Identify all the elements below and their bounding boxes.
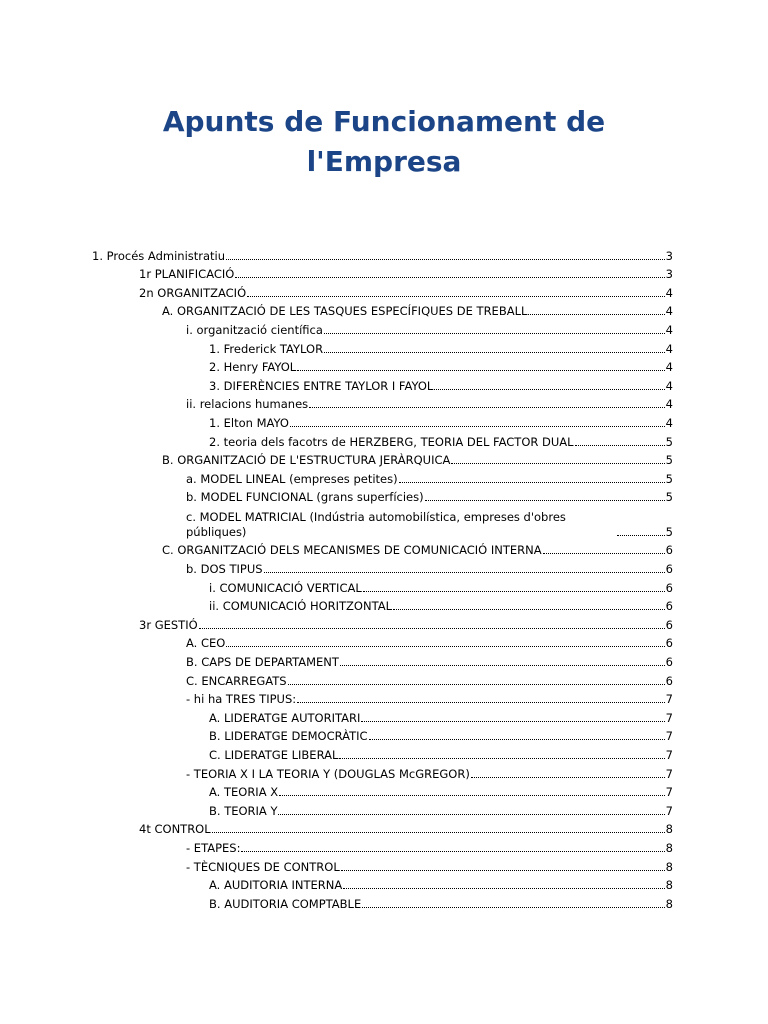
toc-entry-text[interactable]: b. MODEL FUNCIONAL (grans superfícies) bbox=[186, 490, 424, 505]
toc-entry[interactable] bbox=[162, 450, 673, 469]
toc-dot-leader bbox=[297, 370, 664, 371]
toc-entry[interactable] bbox=[209, 782, 673, 801]
toc-page-number[interactable]: 6 bbox=[665, 543, 673, 558]
toc-dot-leader bbox=[343, 888, 664, 889]
toc-page-number[interactable]: 4 bbox=[665, 322, 673, 337]
toc-entry-text[interactable]: - hi ha TRES TIPUS: bbox=[186, 692, 297, 707]
toc-entry[interactable] bbox=[186, 856, 673, 875]
toc-dot-leader bbox=[226, 646, 664, 647]
toc-dot-leader bbox=[288, 684, 665, 685]
toc-page-number[interactable]: 4 bbox=[665, 304, 673, 319]
toc-entry-text[interactable]: A. ORGANITZACIÓ DE LES TASQUES ESPECÍFIQUES DE TREBALL bbox=[162, 304, 528, 319]
toc-entry-text[interactable]: B. CAPS DE DEPARTAMENT bbox=[186, 654, 339, 669]
toc-dot-leader bbox=[363, 591, 665, 592]
toc-entry-text[interactable]: b. DOS TIPUS bbox=[186, 562, 263, 576]
toc-entry[interactable] bbox=[186, 837, 673, 856]
toc-dot-leader bbox=[309, 407, 665, 408]
toc-entry-text[interactable]: 1. Frederick TAYLOR bbox=[209, 341, 324, 356]
toc-dot-leader bbox=[543, 553, 665, 554]
toc-dot-leader bbox=[264, 572, 665, 573]
toc-entry[interactable] bbox=[162, 540, 673, 559]
toc-dot-leader bbox=[617, 535, 665, 536]
toc-dot-leader bbox=[471, 777, 665, 778]
toc-entry-text[interactable]: C. ENCARREGATS bbox=[186, 673, 287, 688]
toc-entry-text[interactable]: B. AUDITORIA COMPTABLE bbox=[209, 896, 362, 911]
toc-dot-leader bbox=[226, 259, 665, 260]
toc-page-number[interactable]: 5 bbox=[665, 471, 673, 486]
toc-page-number[interactable]: 6 bbox=[665, 599, 673, 614]
toc-dot-leader bbox=[341, 870, 665, 871]
toc-entry-text[interactable]: 1. Elton MAYO bbox=[209, 415, 289, 430]
toc-entry[interactable] bbox=[186, 651, 673, 670]
toc-page-number[interactable]: 5 bbox=[665, 434, 673, 449]
toc-entry-text[interactable]: A. AUDITORIA INTERNA bbox=[209, 878, 343, 893]
toc-entry-text[interactable]: 3. DIFERÈNCIES ENTRE TAYLOR I FAYOL bbox=[209, 378, 434, 393]
toc-dot-leader bbox=[393, 609, 665, 610]
toc-page-number[interactable]: 8 bbox=[665, 822, 673, 837]
toc-entry[interactable] bbox=[209, 412, 673, 431]
toc-page-number[interactable]: 6 bbox=[665, 562, 673, 576]
toc-entry[interactable] bbox=[209, 707, 673, 726]
toc-entry-text[interactable]: B. TEORIA Y bbox=[209, 803, 278, 818]
toc-page-number[interactable]: 7 bbox=[665, 747, 673, 762]
toc-dot-leader bbox=[235, 277, 664, 278]
toc-page-number[interactable]: 4 bbox=[665, 378, 673, 393]
toc-entry-text[interactable]: A. LIDERATGE AUTORITARI bbox=[209, 710, 361, 725]
toc-page-number[interactable]: 4 bbox=[665, 341, 673, 356]
toc-dot-leader bbox=[362, 907, 664, 908]
toc-entry[interactable] bbox=[186, 487, 673, 506]
toc-dot-leader bbox=[278, 814, 664, 815]
toc-page-number[interactable]: 6 bbox=[665, 654, 673, 669]
page-title-line-2: l'Empresa bbox=[306, 145, 462, 178]
toc-entry[interactable] bbox=[209, 726, 673, 745]
toc-page-number[interactable]: 3 bbox=[665, 267, 673, 282]
toc-dot-leader bbox=[369, 739, 665, 740]
toc-entry[interactable] bbox=[139, 819, 673, 838]
toc-entry[interactable] bbox=[186, 558, 673, 577]
toc-page-number[interactable]: 6 bbox=[665, 636, 673, 651]
toc-dot-leader bbox=[199, 628, 665, 629]
toc-page-number[interactable]: 3 bbox=[665, 248, 673, 263]
page-title bbox=[0, 102, 768, 182]
toc-page-number[interactable]: 4 bbox=[665, 397, 673, 412]
toc-dot-leader bbox=[279, 795, 665, 796]
toc-dot-leader bbox=[399, 482, 665, 483]
toc-entry-text[interactable]: A. TEORIA X bbox=[209, 785, 279, 800]
toc-dot-leader bbox=[340, 665, 665, 666]
toc-entry-text[interactable]: i. organització científica bbox=[186, 322, 323, 337]
table-of-contents bbox=[0, 245, 768, 912]
toc-page-number[interactable]: 7 bbox=[665, 803, 673, 818]
toc-page-number[interactable]: 7 bbox=[665, 710, 673, 725]
toc-page-number[interactable]: 7 bbox=[665, 766, 673, 781]
toc-page-number[interactable]: 7 bbox=[665, 692, 673, 707]
toc-page-number[interactable]: 6 bbox=[665, 580, 673, 595]
toc-entry[interactable] bbox=[209, 577, 673, 596]
toc-dot-leader bbox=[339, 758, 664, 759]
toc-dot-leader bbox=[212, 832, 665, 833]
toc-page-number[interactable]: 4 bbox=[665, 360, 673, 375]
toc-dot-leader bbox=[575, 445, 665, 446]
toc-page-number[interactable]: 6 bbox=[665, 617, 673, 632]
toc-entry-text[interactable]: ii. COMUNICACIÓ HORITZONTAL bbox=[209, 599, 392, 614]
toc-entry[interactable] bbox=[139, 282, 673, 301]
toc-page-number[interactable]: 5 bbox=[665, 490, 673, 505]
toc-page-number[interactable]: 5 bbox=[665, 524, 673, 539]
toc-entry-text[interactable]: 1. Procés Administratiu bbox=[92, 248, 226, 263]
toc-entry-text[interactable]: 2. Henry FAYOL bbox=[209, 360, 297, 375]
toc-page-number[interactable]: 8 bbox=[665, 840, 673, 855]
toc-entry-text[interactable]: A. CEO bbox=[186, 636, 226, 651]
toc-page-number[interactable]: 8 bbox=[665, 896, 673, 911]
toc-entry[interactable] bbox=[209, 431, 673, 450]
toc-page-number[interactable]: 7 bbox=[665, 785, 673, 800]
toc-page-number[interactable]: 8 bbox=[665, 878, 673, 893]
toc-entry-text[interactable]: 4t CONTROL bbox=[139, 822, 211, 837]
toc-entry[interactable] bbox=[209, 338, 673, 357]
toc-entry[interactable] bbox=[139, 614, 673, 633]
toc-entry-text[interactable]: - TEORIA X I LA TEORIA Y (DOUGLAS McGREGOR) bbox=[186, 766, 470, 781]
toc-dot-leader bbox=[451, 463, 664, 464]
toc-entry[interactable] bbox=[186, 689, 673, 708]
toc-entry-text[interactable]: ii. relacions humanes bbox=[186, 397, 309, 412]
toc-dot-leader bbox=[290, 426, 665, 427]
toc-page-number[interactable]: 4 bbox=[665, 285, 673, 300]
toc-entry[interactable] bbox=[186, 763, 673, 782]
toc-dot-leader bbox=[324, 333, 665, 334]
toc-entry-text[interactable]: - TÈCNIQUES DE CONTROL bbox=[186, 859, 340, 874]
toc-page-number[interactable]: 6 bbox=[665, 673, 673, 688]
toc-page-number[interactable]: 8 bbox=[665, 859, 673, 874]
page-title-line-1: Apunts de Funcionament de bbox=[162, 105, 606, 138]
toc-dot-leader bbox=[425, 500, 665, 501]
toc-entry[interactable] bbox=[209, 800, 673, 819]
toc-entry[interactable] bbox=[186, 633, 673, 652]
toc-entry[interactable] bbox=[186, 670, 673, 689]
toc-dot-leader bbox=[361, 721, 664, 722]
toc-entry-text[interactable]: c. MODEL MATRICIAL (Indústria automobilística, empreses d'obres públiques) bbox=[186, 509, 566, 539]
toc-page-number[interactable]: 5 bbox=[665, 453, 673, 468]
toc-page-number[interactable]: 4 bbox=[665, 415, 673, 430]
toc-entry[interactable] bbox=[186, 468, 673, 487]
toc-entry-text[interactable]: 1r PLANIFICACIÓ bbox=[139, 267, 235, 282]
toc-entry[interactable] bbox=[209, 375, 673, 394]
toc-entry[interactable] bbox=[139, 264, 673, 283]
toc-entry-text[interactable]: C. ORGANITZACIÓ DELS MECANISMES DE COMUNICACIÓ INTERNA bbox=[162, 543, 542, 558]
toc-entry-text[interactable]: C. LIDERATGE LIBERAL bbox=[209, 747, 339, 762]
toc-dot-leader bbox=[528, 314, 664, 315]
toc-page-number[interactable]: 7 bbox=[665, 729, 673, 744]
toc-entry-text[interactable]: 3r GESTIÓ bbox=[139, 617, 198, 632]
toc-dot-leader bbox=[297, 702, 665, 703]
toc-entry[interactable] bbox=[209, 596, 673, 615]
toc-entry[interactable] bbox=[209, 744, 673, 763]
toc-entry-text[interactable]: - ETAPES: bbox=[186, 840, 241, 855]
toc-entry-text[interactable]: 2. teoria dels facotrs de HERZBERG, TEORIA DEL FACTOR DUAL bbox=[209, 434, 574, 449]
toc-entry[interactable] bbox=[162, 301, 673, 320]
toc-entry[interactable] bbox=[209, 875, 673, 894]
toc-entry-text[interactable]: B. LIDERATGE DEMOCRÀTIC bbox=[209, 729, 368, 744]
toc-dot-leader bbox=[324, 352, 665, 353]
toc-entry[interactable] bbox=[209, 357, 673, 376]
toc-entry-text[interactable]: a. MODEL LINEAL (empreses petites) bbox=[186, 471, 398, 486]
toc-entry[interactable] bbox=[186, 394, 673, 413]
toc-entry[interactable] bbox=[209, 893, 673, 912]
toc-entry[interactable] bbox=[186, 319, 673, 338]
toc-entry[interactable] bbox=[186, 505, 673, 540]
toc-dot-leader bbox=[247, 296, 665, 297]
toc-entry-text[interactable]: i. COMUNICACIÓ VERTICAL bbox=[209, 580, 362, 595]
toc-dot-leader bbox=[241, 851, 664, 852]
toc-entry-text[interactable]: B. ORGANITZACIÓ DE L'ESTRUCTURA JERÀRQUICA bbox=[162, 453, 451, 468]
toc-entry[interactable] bbox=[92, 245, 673, 264]
toc-entry-text[interactable]: 2n ORGANITZACIÓ bbox=[139, 285, 247, 300]
toc-dot-leader bbox=[434, 389, 664, 390]
